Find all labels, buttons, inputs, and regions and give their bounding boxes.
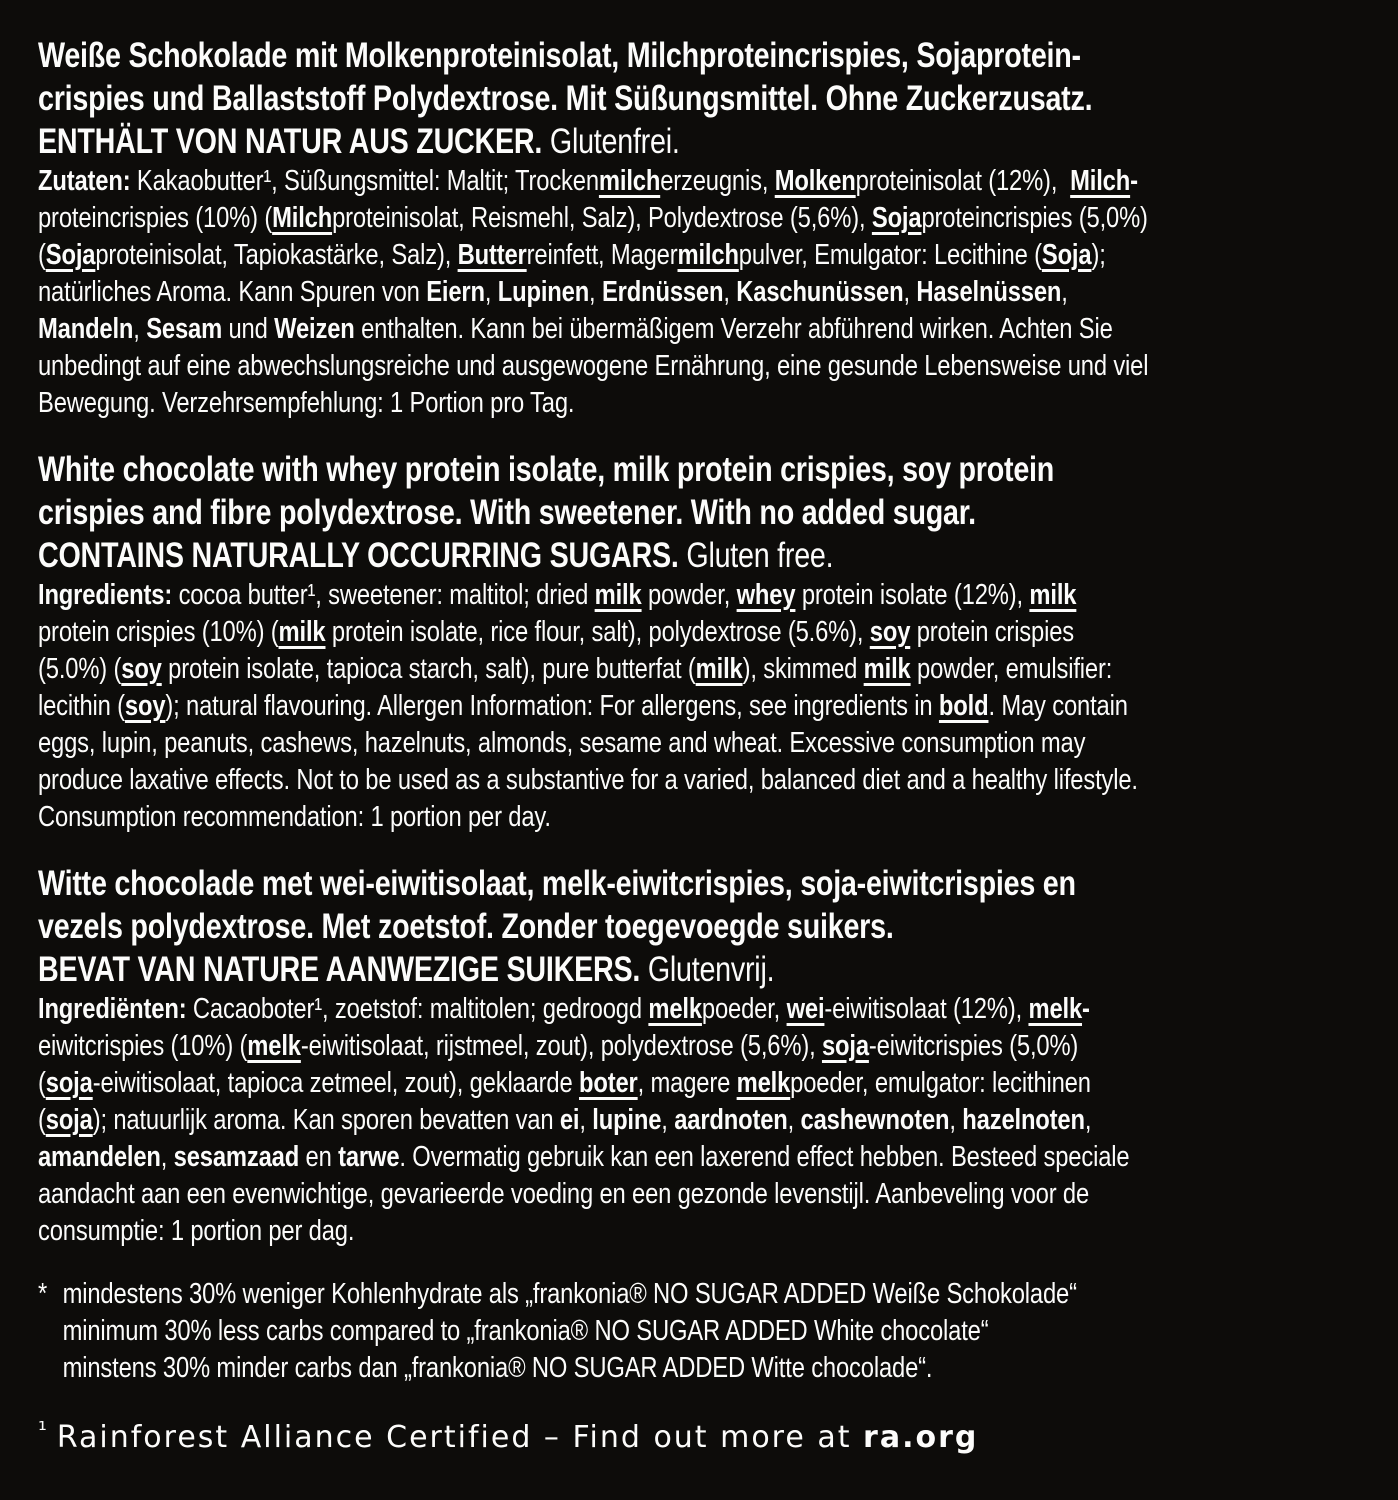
text-segment: produce laxative effects. Not to be used as a substantive for a varied, balanced diet and a healthy lifestyle. — [38, 764, 1138, 796]
text-segment: lecithin ( — [38, 690, 125, 722]
text-line — [38, 274, 1360, 311]
text-segment: cashewnoten — [800, 1104, 950, 1136]
text-segment: poeder, — [701, 993, 787, 1025]
text-segment: BEVAT VAN NATURE AANWEZIGE SUIKERS. — [38, 950, 641, 989]
text-segment: Haselnüssen — [916, 276, 1062, 308]
text-segment: (5.0%) ( — [38, 653, 122, 685]
text-line — [38, 799, 1360, 836]
text-segment: tarwe — [338, 1141, 400, 1173]
text-segment: ( — [38, 239, 46, 271]
text-segment: , — [160, 1141, 174, 1173]
text-line — [38, 1028, 1360, 1065]
text-segment: consumptie: 1 portion per dag. — [38, 1215, 355, 1247]
text-segment: bold — [938, 690, 989, 722]
text-line — [38, 862, 1360, 905]
text-segment: amandelen — [38, 1141, 161, 1173]
rainforest-alliance-text: Rainforest Alliance Certified – Find out more at — [56, 1420, 864, 1455]
text-segment: CONTAINS NATURALLY OCCURRING SUGARS. — [38, 536, 679, 575]
text-line — [38, 311, 1360, 348]
text-segment: en — [299, 1141, 339, 1173]
text-segment: Lupinen — [497, 276, 590, 308]
text-segment: whey — [736, 579, 796, 611]
text-segment: , — [661, 1104, 675, 1136]
text-segment: soja — [45, 1104, 93, 1136]
text-segment: , — [903, 276, 917, 308]
text-segment: proteincrispies (10%) ( — [38, 202, 273, 234]
text-line — [38, 34, 1360, 77]
text-segment: cocoa butter¹, sweetener: maltitol; dried — [172, 579, 595, 611]
text-segment: , — [949, 1104, 963, 1136]
text-segment: , — [1061, 276, 1068, 308]
footnote-1-marker: ¹ — [38, 1418, 47, 1443]
section-german — [38, 34, 1360, 422]
text-segment: Weizen — [274, 313, 355, 345]
text-segment: powder, — [641, 579, 737, 611]
text-segment: protein crispies — [910, 616, 1075, 648]
text-line — [38, 1139, 1360, 1176]
text-segment: protein crispies (10%) ( — [38, 616, 279, 648]
text-line — [38, 348, 1360, 385]
text-line — [38, 237, 1360, 274]
text-segment: Weiße Schokolade mit Molkenproteinisolat, Milchproteincrispies, Sojaprotein- — [38, 36, 1081, 75]
text-segment: Eiern — [426, 276, 485, 308]
text-segment: crispies und Ballaststoff Polydextrose. Mit Süßungsmittel. Ohne Zuckerzusatz. — [38, 79, 1093, 118]
carb-comparison-lines — [63, 1276, 1077, 1387]
text-line — [38, 905, 1360, 948]
text-segment: melk — [648, 993, 702, 1025]
text-segment: ); natuurlijk aroma. Kan sporen bevatten van — [92, 1104, 560, 1136]
text-line — [38, 1213, 1360, 1250]
text-line — [38, 762, 1360, 799]
text-segment: und — [222, 313, 275, 345]
text-segment: Glutenvrij. — [640, 950, 775, 989]
text-line — [38, 163, 1360, 200]
text-segment: eggs, lupin, peanuts, cashews, hazelnuts, almonds, sesame and wheat. Excessive consumption may — [38, 727, 1086, 759]
text-segment: Soja — [45, 239, 96, 271]
text-line — [38, 948, 1360, 991]
text-segment: , magere — [637, 1067, 737, 1099]
text-segment: Ingredients: — [38, 579, 173, 611]
text-segment: soja — [821, 1030, 869, 1062]
text-segment: Zutaten: — [38, 165, 131, 197]
text-line — [38, 614, 1360, 651]
text-segment: . Overmatig gebruik kan een laxerend effect hebben. Besteed speciale — [399, 1141, 1130, 1173]
text-line — [38, 651, 1360, 688]
text-segment: soy — [869, 616, 911, 648]
text-segment: milk — [863, 653, 911, 685]
carb-comparison-footnote — [38, 1276, 1360, 1387]
text-segment: -eiwitisolaat (12%), — [824, 993, 1029, 1025]
text-line — [38, 120, 1360, 163]
text-segment: melk — [736, 1067, 791, 1099]
text-segment: Milch — [1070, 165, 1131, 197]
text-line — [38, 200, 1360, 237]
text-segment: Consumption recommendation: 1 portion per day. — [38, 801, 551, 833]
text-segment: , — [787, 1104, 801, 1136]
asterisk-marker: * — [38, 1278, 48, 1310]
text-segment: - — [1130, 165, 1138, 197]
text-segment: Mandeln — [38, 313, 134, 345]
section-english — [38, 448, 1360, 836]
text-segment: protein isolate, rice flour, salt), polydextrose (5.6%), — [325, 616, 870, 648]
text-segment: vezels polydextrose. Met zoetstof. Zonder toegevoegde suikers. — [38, 907, 894, 946]
section-dutch — [38, 862, 1360, 1250]
text-segment: Gluten free. — [678, 536, 834, 575]
rainforest-alliance-note — [38, 1409, 1398, 1460]
text-segment: ); natural flavouring. Allergen Information: For allergens, see ingredients in — [165, 690, 939, 722]
text-segment: melk — [1028, 993, 1083, 1025]
text-segment: Bewegung. Verzehrsempfehlung: 1 Portion pro Tag. — [38, 387, 575, 419]
text-line — [63, 1313, 1077, 1350]
text-segment: , — [589, 276, 602, 308]
text-line — [38, 577, 1360, 614]
text-segment: ( — [38, 1104, 46, 1136]
text-segment: proteinisolat (12%), — [855, 165, 1071, 197]
text-segment: protein isolate, tapioca starch, salt), pure butterfat ( — [161, 653, 696, 685]
text-segment: lupine — [592, 1104, 662, 1136]
text-segment: ei — [559, 1104, 580, 1136]
text-segment: , — [579, 1104, 593, 1136]
text-segment: White chocolate with whey protein isolate, milk protein crispies, soy protein — [38, 450, 1055, 489]
text-segment: Cacaoboter¹, zoetstof: maltitolen; gedroogd — [186, 993, 649, 1025]
text-segment: -eiwitcrispies (5,0%) — [868, 1030, 1079, 1062]
text-segment: hazelnoten — [962, 1104, 1085, 1136]
text-line — [38, 1102, 1360, 1139]
text-segment: milch — [677, 239, 739, 271]
text-line — [38, 991, 1360, 1028]
dutch-ingredients-text — [38, 991, 1360, 1250]
ra-org-link: ra.org — [863, 1420, 979, 1455]
text-segment: crispies and fibre polydextrose. With sweetener. With no added sugar. — [38, 493, 976, 532]
text-segment: ), skimmed — [742, 653, 864, 685]
text-line — [38, 1176, 1360, 1213]
text-line — [63, 1350, 1077, 1387]
text-line — [38, 448, 1360, 491]
text-segment: . May contain — [988, 690, 1128, 722]
text-line — [63, 1276, 1077, 1313]
german-ingredients-text — [38, 163, 1360, 422]
text-segment: , — [133, 313, 147, 345]
text-segment: , — [723, 276, 737, 308]
text-line — [38, 385, 1360, 422]
text-segment: -eiwitisolaat, tapioca zetmeel, zout), geklaarde — [92, 1067, 580, 1099]
text-segment: soja — [45, 1067, 93, 1099]
text-segment: aandacht aan een evenwichtige, gevarieerde voeding en een gezonde levenstijl. Aanbeveling voor de — [38, 1178, 1090, 1210]
text-segment: Soja — [1041, 239, 1092, 271]
text-segment: milk — [695, 653, 743, 685]
text-segment: pulver, Emulgator: Lecithine ( — [738, 239, 1042, 271]
text-segment: milch — [598, 165, 661, 197]
text-segment: milk — [594, 579, 642, 611]
text-segment: minstens 30% minder carbs dan „frankonia® NO SUGAR ADDED Witte chocolade“. — [62, 1352, 933, 1384]
text-line — [38, 534, 1360, 577]
text-segment: reinfett, Mager — [526, 239, 678, 271]
text-segment: proteinisolat, Tapiokastärke, Salz), — [95, 239, 458, 271]
text-segment: powder, emulsifier: — [910, 653, 1113, 685]
text-segment: minimum 30% less carbs compared to „frankonia® NO SUGAR ADDED White chocolate“ — [62, 1315, 989, 1347]
text-segment: mindestens 30% weniger Kohlenhydrate als „frankonia® NO SUGAR ADDED Weiße Schokolade“ — [62, 1278, 1077, 1310]
text-segment: wei — [786, 993, 825, 1025]
text-line — [38, 77, 1360, 120]
text-segment: Milch — [272, 202, 333, 234]
text-segment: Molken — [774, 165, 856, 197]
text-segment: soy — [124, 690, 166, 722]
text-segment: melk — [247, 1030, 301, 1062]
text-segment: Soja — [871, 202, 922, 234]
text-segment: ( — [38, 1067, 46, 1099]
text-segment: milk — [278, 616, 326, 648]
text-segment: , — [1084, 1104, 1092, 1136]
condensed-text-block — [38, 34, 1360, 1387]
text-segment: protein isolate (12%), — [795, 579, 1030, 611]
text-segment: milk — [1029, 579, 1077, 611]
text-line — [38, 491, 1360, 534]
text-segment: enthalten. Kann bei übermäßigem Verzehr abführend wirken. Achten Sie — [354, 313, 1113, 345]
text-segment: eiwitcrispies (10%) ( — [38, 1030, 248, 1062]
text-segment: - — [1082, 993, 1090, 1025]
dutch-product-description — [38, 862, 1360, 991]
text-line — [38, 725, 1360, 762]
text-segment: -eiwitisolaat, rijstmeel, zout), polydextrose (5,6%), — [300, 1030, 822, 1062]
text-segment: sesamzaad — [173, 1141, 300, 1173]
text-segment: Kakaobutter¹, Süßungsmittel: Maltit; Trocken — [130, 165, 599, 197]
text-segment: soy — [121, 653, 162, 685]
text-segment: Witte chocolade met wei-eiwitisolaat, melk-eiwitcrispies, soja-eiwitcrispies en — [38, 864, 1076, 903]
text-segment: proteincrispies (5,0%) — [921, 202, 1148, 234]
text-segment: poeder, emulgator: lecithinen — [790, 1067, 1091, 1099]
text-segment: Kaschunüssen — [736, 276, 904, 308]
text-segment: unbedingt auf eine abwechslungsreiche und ausgewogene Ernährung, eine gesunde Lebensweise und viel — [38, 350, 1149, 382]
text-segment: proteinisolat, Reismehl, Salz), Polydextrose (5,6%), — [332, 202, 872, 234]
text-segment: Glutenfrei. — [542, 122, 680, 161]
text-segment: aardnoten — [674, 1104, 788, 1136]
english-product-description — [38, 448, 1360, 577]
text-line — [38, 688, 1360, 725]
text-segment: Erdnüssen — [601, 276, 724, 308]
text-segment: , — [484, 276, 498, 308]
text-segment: natürliches Aroma. Kann Spuren von — [38, 276, 427, 308]
text-line — [38, 1065, 1360, 1102]
text-segment: Ingrediënten: — [38, 993, 187, 1025]
text-segment: boter — [579, 1067, 638, 1099]
text-segment: Butter — [457, 239, 527, 271]
text-segment: Sesam — [146, 313, 223, 345]
text-segment: erzeugnis, — [660, 165, 775, 197]
text-segment: ENTHÄLT VON NATUR AUS ZUCKER. — [38, 122, 543, 161]
german-product-description — [38, 34, 1360, 163]
english-ingredients-text — [38, 577, 1360, 836]
text-segment: ); — [1091, 239, 1106, 271]
